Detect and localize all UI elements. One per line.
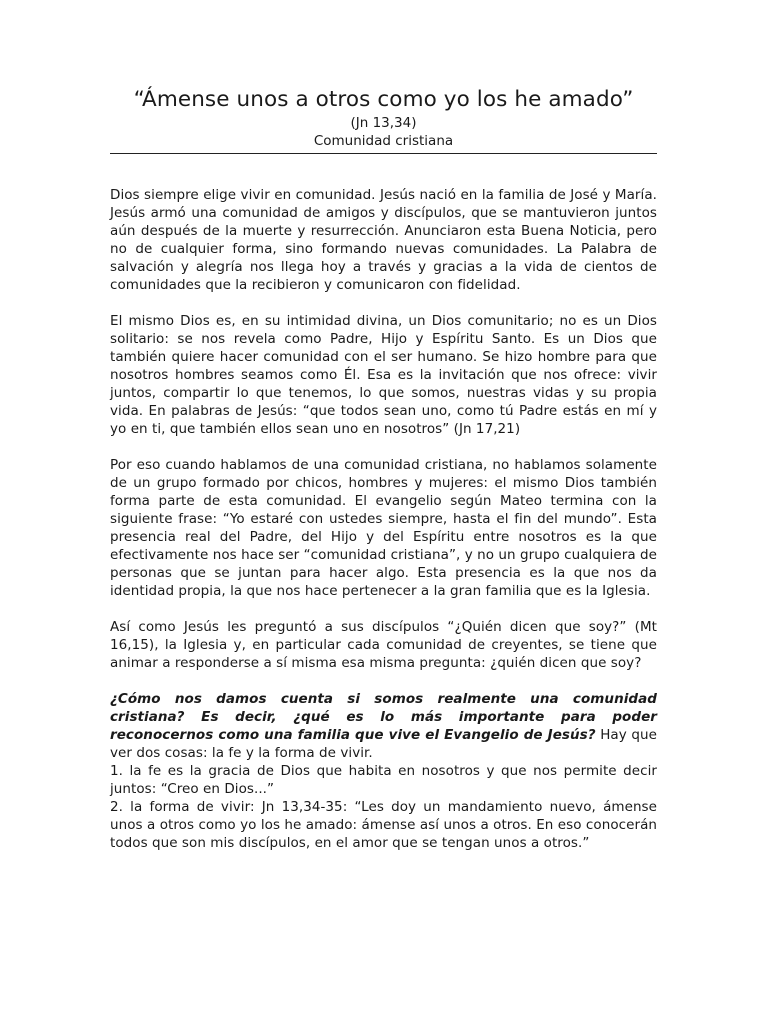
document-header bbox=[110, 0, 657, 154]
document-body bbox=[110, 186, 657, 852]
lead-question: ¿Cómo nos damos cuenta si somos realmente una comunidad cristiana? Es decir, ¿qué es lo más importante para poder reconocernos como una familia que vive el Evangelio de Jesús? bbox=[110, 691, 657, 743]
question-paragraph bbox=[110, 690, 657, 762]
paragraph-3: Por eso cuando hablamos de una comunidad cristiana, no hablamos solamente de un grupo formado por chicos, hombres y mujeres: el mismo Dios también forma parte de esta comunidad. El evangelio según Mateo termina con la siguiente frase: “Yo estaré con ustedes siempre, hasta el fin del mundo”. Esta presencia real del Padre, del Hijo y del Espíritu entre nosotros es la que efectivamente nos hace ser “comunidad cristiana”, y no un grupo cualquiera de personas que se juntan para hacer algo. Esta presencia es la que nos da identidad propia, la que nos hace pertenecer a la gran familia que es la Iglesia. bbox=[110, 457, 657, 599]
answer-intro: Hay que ver dos cosas: la fe y la forma de vivir. bbox=[110, 727, 657, 761]
question-block bbox=[110, 690, 657, 852]
list-item-1: 1. la fe es la gracia de Dios que habita en nosotros y que nos permite decir juntos: “Creo en Dios...” bbox=[110, 763, 657, 797]
list-item-2: 2. la forma de vivir: Jn 13,34-35: “Les doy un mandamiento nuevo, ámense unos a otros como yo los he amado: ámense así unos a otros. En eso conocerán todos que son mis discípulos, en el amor que se tengan unos a otros.” bbox=[110, 799, 657, 851]
document-title: “Ámense unos a otros como yo los he amado” bbox=[133, 87, 634, 112]
header-divider bbox=[110, 153, 657, 154]
title-citation: (Jn 13,34) bbox=[350, 115, 417, 131]
paragraph-4: Así como Jesús les preguntó a sus discípulos “¿Quién dicen que soy?” (Mt 16,15), la Iglesia y, en particular cada comunidad de creyentes, se tiene que animar a responderse a sí misma esa misma pregunta: ¿quién dicen que soy? bbox=[110, 619, 657, 671]
document-subtitle: Comunidad cristiana bbox=[313, 133, 454, 149]
paragraph-2: El mismo Dios es, en su intimidad divina, un Dios comunitario; no es un Dios solitario: se nos revela como Padre, Hijo y Espíritu Santo. Es un Dios que también quiere hacer comunidad con el ser humano. Se hizo hombre para que nosotros hombres seamos como Él. Esa es la invitación que nos ofrece: vivir juntos, compartir lo que tenemos, lo que somos, nuestras vidas y su propia vida. En palabras de Jesús: “que todos sean uno, como tú Padre estás en mí y yo en ti, que también ellos sean uno en nosotros” (Jn 17,21) bbox=[110, 313, 657, 437]
paragraph-1: Dios siempre elige vivir en comunidad. Jesús nació en la familia de José y María. Jesús armó una comunidad de amigos y discípulos, que se mantuvieron juntos aún después de la muerte y resurrección. Anunciaron esta Buena Noticia, pero no de cualquier forma, sino formando nuevas comunidades. La Palabra de salvación y alegría nos llega hoy a través y gracias a la vida de cientos de comunidades que la recibieron y comunicaron con fidelidad. bbox=[110, 187, 657, 293]
